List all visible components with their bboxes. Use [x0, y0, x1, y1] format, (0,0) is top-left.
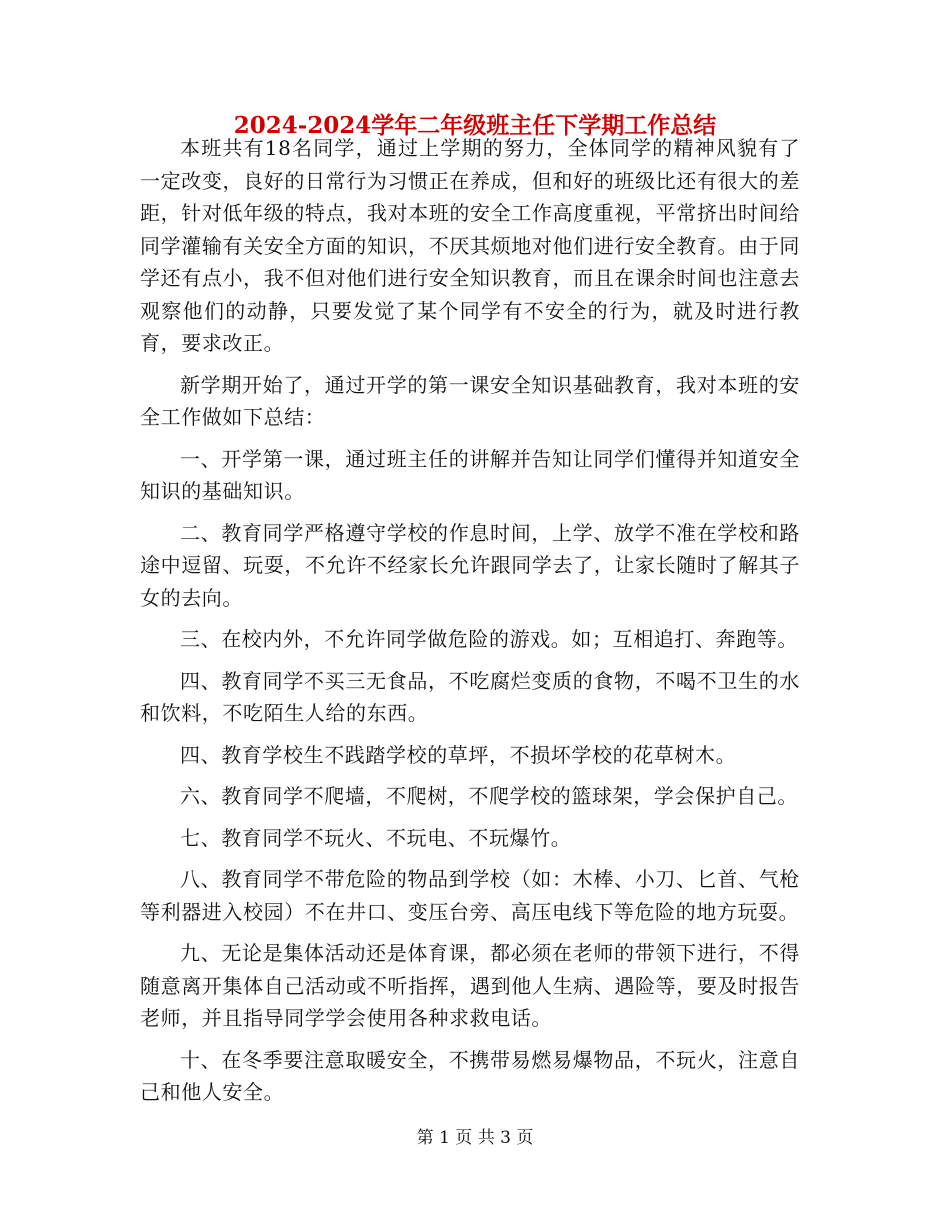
paragraph-item-3: 三、在校内外，不允许同学做危险的游戏。如；互相追打、奔跑等。	[180, 627, 798, 651]
document-body	[140, 132, 800, 1109]
paragraph-item-4: 四、教育同学不买三无食品，不吃腐烂变质的食物，不喝不卫生的水和饮料，不吃陌生人给的东西。	[140, 668, 800, 725]
paragraph-intro: 本班共有18名同学，通过上学期的努力，全体同学的精神风貌有了一定改变，良好的日常行为习惯正在养成，但和好的班级比还有很大的差距，针对低年级的特点，我对本班的安全工作高度重视，平常挤出时间给同学灌输有关安全方面的知识，不厌其烦地对他们进行安全教育。由于同学还有点小，我不但对他们进行安全知识教育，而且在课余时间也注意去观察他们的动静，只要发觉了某个同学有不安全的行为，就及时进行教育，要求改正。	[140, 136, 800, 355]
paragraph-item-6: 六、教育同学不爬墙，不爬树，不爬学校的篮球架，学会保护自己。	[180, 784, 798, 808]
paragraph-item-1: 一、开学第一课，通过班主任的讲解并告知让同学们懂得并知道安全知识的基础知识。	[140, 446, 800, 503]
paragraph-item-2: 二、教育同学严格遵守学校的作息时间，上学、放学不准在学校和路途中逗留、玩耍，不允许不经家长允许跟同学去了，让家长随时了解其子女的去向。	[140, 520, 800, 610]
paragraph-item-9: 九、无论是集体活动还是体育课，都必须在老师的带领下进行，不得随意离开集体自己活动或不听指挥，遇到他人生病、遇险等，要及时报告老师，并且指导同学学会使用各种求救电话。	[140, 941, 800, 1030]
document-title: 2024-2024学年二年级班主任下学期工作总结	[233, 112, 717, 139]
paragraph-item-10: 十、在冬季要注意取暖安全，不携带易燃易爆物品，不玩火，注意自己和他人安全。	[140, 1047, 800, 1104]
page-number-footer: 第 1 页 共 3 页	[416, 1128, 534, 1148]
paragraph-item-4b: 四、教育学校生不践踏学校的草坪，不损坏学校的花草树木。	[180, 742, 737, 767]
paragraph-item-8: 八、教育同学不带危险的物品到学校（如：木棒、小刀、匕首、气枪等利器进入校园）不在井口、变压台旁、高压电线下等危险的地方玩耍。	[140, 867, 800, 924]
paragraph-summary-lead: 新学期开始了，通过开学的第一课安全知识基础教育，我对本班的安全工作做如下总结：	[140, 372, 800, 429]
paragraph-item-7: 七、教育同学不玩火、不玩电、不玩爆竹。	[180, 825, 572, 850]
